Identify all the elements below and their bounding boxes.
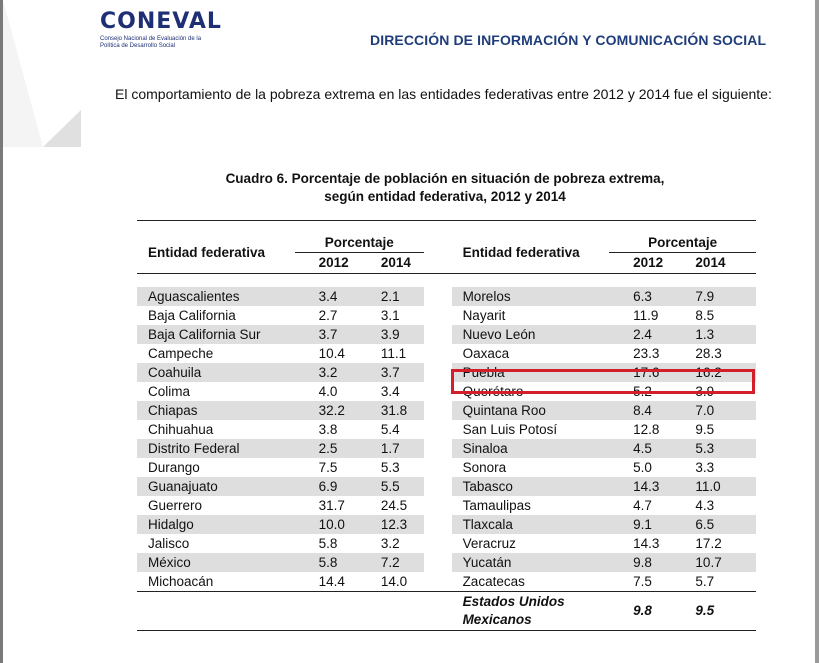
- right-value-2012: 14.3: [633, 535, 660, 551]
- table-row: [137, 439, 756, 458]
- right-value-2014: 16.2: [684, 363, 756, 382]
- table-row: [137, 496, 756, 515]
- table-row-total: [137, 591, 756, 630]
- left-value-2014: 11.1: [380, 345, 407, 361]
- table-row: [137, 325, 756, 344]
- left-value-2014: 24.5: [380, 497, 408, 513]
- table-row: [137, 515, 756, 534]
- right-value-2012: 11.9: [633, 307, 659, 323]
- right-entity: Querétaro: [462, 383, 524, 399]
- right-entity: San Luis Potosí: [462, 421, 558, 437]
- total-entity-line1: Estados Unidos: [462, 593, 565, 609]
- table-row: [137, 401, 756, 420]
- left-value-2014: 3.7: [370, 363, 424, 382]
- right-entity: Puebla: [452, 363, 610, 382]
- left-entity: Hidalgo: [137, 515, 295, 534]
- left-value-2014: 3.1: [380, 307, 400, 323]
- right-value-2014: 17.2: [695, 535, 722, 551]
- col-header-2012-right: 2012: [633, 255, 664, 271]
- right-value-2014: 6.5: [684, 515, 756, 534]
- page-right-edge: [815, 0, 819, 663]
- col-header-entity-left: Entidad federativa: [148, 245, 266, 260]
- col-header-percent-right: Porcentaje: [609, 233, 756, 253]
- right-entity: Morelos: [452, 287, 610, 306]
- right-value-2014: 4.3: [695, 497, 715, 513]
- right-entity: Veracruz: [462, 535, 516, 551]
- right-value-2014: 7.0: [684, 401, 756, 420]
- right-value-2012: 7.5: [633, 573, 652, 589]
- table-row: [137, 306, 756, 325]
- column-gap: [424, 401, 452, 420]
- right-value-2012: 17.6: [609, 363, 684, 382]
- column-gap: [424, 515, 452, 534]
- right-entity: Quintana Roo: [452, 401, 610, 420]
- column-gap: [424, 553, 452, 572]
- left-value-2012: 3.2: [295, 363, 370, 382]
- left-entity: Guanajuato: [137, 477, 295, 496]
- left-value-2012: 14.4: [318, 573, 345, 589]
- column-gap: [424, 477, 452, 496]
- left-value-2012: 2.7: [318, 307, 338, 323]
- left-entity: Coahuila: [137, 363, 295, 382]
- col-header-2014-right: 2014: [695, 255, 726, 271]
- right-entity: Tlaxcala: [452, 515, 610, 534]
- left-value-2012: 7.5: [318, 459, 338, 475]
- right-value-2014: 3.9: [695, 383, 715, 399]
- right-entity: Yucatán: [452, 553, 610, 572]
- right-entity: Tamaulipas: [462, 497, 531, 513]
- right-entity: Tabasco: [452, 477, 610, 496]
- left-value-2012: 32.2: [295, 401, 370, 420]
- column-gap: [424, 458, 452, 477]
- left-value-2012: 3.4: [295, 287, 370, 306]
- poverty-table: [137, 220, 756, 631]
- right-entity: Zacatecas: [462, 573, 525, 589]
- left-value-2012: 3.7: [295, 325, 370, 344]
- left-entity: Aguascalientes: [137, 287, 295, 306]
- column-gap: [424, 534, 452, 553]
- right-value-2012: 12.8: [633, 421, 660, 437]
- right-value-2012: 9.8: [609, 553, 684, 572]
- col-header-2014-left: 2014: [380, 255, 411, 271]
- left-entity: Michoacán: [148, 573, 214, 589]
- left-value-2014: 1.7: [370, 439, 424, 458]
- table-row: [137, 572, 756, 592]
- right-entity: Oaxaca: [462, 345, 510, 361]
- left-entity: Distrito Federal: [137, 439, 295, 458]
- left-entity: Chiapas: [137, 401, 295, 420]
- column-gap: [424, 306, 452, 325]
- column-gap: [424, 439, 452, 458]
- table-row: [137, 534, 756, 553]
- caption-line-1: Cuadro 6. Porcentaje de población en situación de pobreza extrema,: [225, 171, 665, 186]
- right-value-2014: 1.3: [684, 325, 756, 344]
- right-entity: Nuevo León: [452, 325, 610, 344]
- puebla-highlight-box: [451, 369, 755, 394]
- right-entity: Sonora: [462, 459, 507, 475]
- left-value-2014: 5.3: [380, 459, 400, 475]
- left-entity: Baja California: [148, 307, 236, 323]
- left-value-2012: 31.7: [318, 497, 345, 513]
- logo-wordmark: CONEVAL: [100, 9, 222, 34]
- left-value-2014: 12.3: [370, 515, 424, 534]
- right-value-2012: 8.4: [609, 401, 684, 420]
- column-gap: [424, 420, 452, 439]
- right-value-2012: 4.7: [633, 497, 652, 513]
- left-value-2012: 3.8: [318, 421, 338, 437]
- table-caption: [140, 170, 750, 206]
- table-row: [137, 553, 756, 572]
- right-value-2012: 5.2: [633, 383, 652, 399]
- left-entity: Jalisco: [148, 535, 190, 551]
- left-value-2014: 31.8: [370, 401, 424, 420]
- table-row: [137, 458, 756, 477]
- left-value-2014: 3.2: [380, 535, 400, 551]
- left-entity: Campeche: [148, 345, 214, 361]
- column-gap: [424, 496, 452, 515]
- table-row: [137, 344, 756, 363]
- right-value-2014: 28.3: [695, 345, 722, 361]
- table-row: [137, 287, 756, 306]
- left-value-2012: 2.5: [295, 439, 370, 458]
- right-value-2012: 14.3: [609, 477, 684, 496]
- right-value-2014: 5.7: [695, 573, 715, 589]
- right-value-2014: 9.5: [695, 421, 715, 437]
- left-entity: México: [137, 553, 295, 572]
- coneval-logo: [100, 10, 222, 50]
- total-entity: [452, 591, 610, 630]
- left-value-2014: 5.5: [370, 477, 424, 496]
- left-value-2012: 5.8: [295, 553, 370, 572]
- total-value-2012: 9.8: [609, 591, 684, 630]
- right-value-2012: 4.5: [609, 439, 684, 458]
- column-gap: [424, 382, 452, 401]
- intro-paragraph: El comportamiento de la pobreza extrema en las entidades federativas entre 2012 y 2014 fue el siguiente:: [115, 86, 772, 102]
- total-value-2014: 9.5: [684, 591, 756, 630]
- left-value-2014: 3.4: [380, 383, 400, 399]
- col-header-percent-left: Porcentaje: [295, 233, 424, 253]
- total-entity-line2: Mexicanos: [462, 611, 532, 627]
- column-gap: [424, 344, 452, 363]
- right-entity: Sinaloa: [452, 439, 610, 458]
- left-value-2014: 5.4: [380, 421, 400, 437]
- right-value-2012: 5.0: [633, 459, 652, 475]
- caption-line-2: según entidad federativa, 2012 y 2014: [324, 189, 566, 204]
- left-value-2012: 5.8: [318, 535, 338, 551]
- right-value-2014: 8.5: [695, 307, 715, 323]
- left-value-2014: 2.1: [370, 287, 424, 306]
- right-value-2012: 2.4: [609, 325, 684, 344]
- left-value-2014: 7.2: [370, 553, 424, 572]
- right-value-2012: 9.1: [609, 515, 684, 534]
- page-corner-fold: [3, 0, 83, 150]
- left-value-2014: 3.9: [370, 325, 424, 344]
- left-entity: Chihuahua: [148, 421, 214, 437]
- left-value-2012: 4.0: [318, 383, 338, 399]
- left-entity: Colima: [148, 383, 191, 399]
- left-value-2012: 6.9: [295, 477, 370, 496]
- right-value-2014: 5.3: [684, 439, 756, 458]
- table-row: [137, 477, 756, 496]
- right-value-2014: 10.7: [684, 553, 756, 572]
- header-title: DIRECCIÓN DE INFORMACIÓN Y COMUNICACIÓN SOCIAL: [370, 32, 767, 48]
- left-value-2012: 10.0: [295, 515, 370, 534]
- right-entity: Nayarit: [462, 307, 506, 323]
- left-entity: Durango: [148, 459, 200, 475]
- left-value-2014: 14.0: [380, 573, 408, 589]
- right-value-2014: 11.0: [684, 477, 756, 496]
- column-gap: [424, 325, 452, 344]
- right-value-2012: 6.3: [609, 287, 684, 306]
- table-body: [137, 287, 756, 592]
- right-value-2014: 7.9: [684, 287, 756, 306]
- right-value-2014: 3.3: [695, 459, 715, 475]
- left-entity: Guerrero: [148, 497, 203, 513]
- col-header-2012-left: 2012: [318, 255, 349, 271]
- column-gap: [424, 287, 452, 306]
- left-value-2012: 10.4: [318, 345, 345, 361]
- logo-subtitle: Consejo Nacional de Evaluación de la Política de Desarrollo Social: [100, 36, 202, 49]
- column-gap: [424, 363, 452, 382]
- left-entity: Baja California Sur: [137, 325, 295, 344]
- right-value-2012: 23.3: [633, 345, 660, 361]
- col-header-entity-right: Entidad federativa: [462, 245, 580, 260]
- table-row: [137, 420, 756, 439]
- column-gap: [424, 572, 452, 592]
